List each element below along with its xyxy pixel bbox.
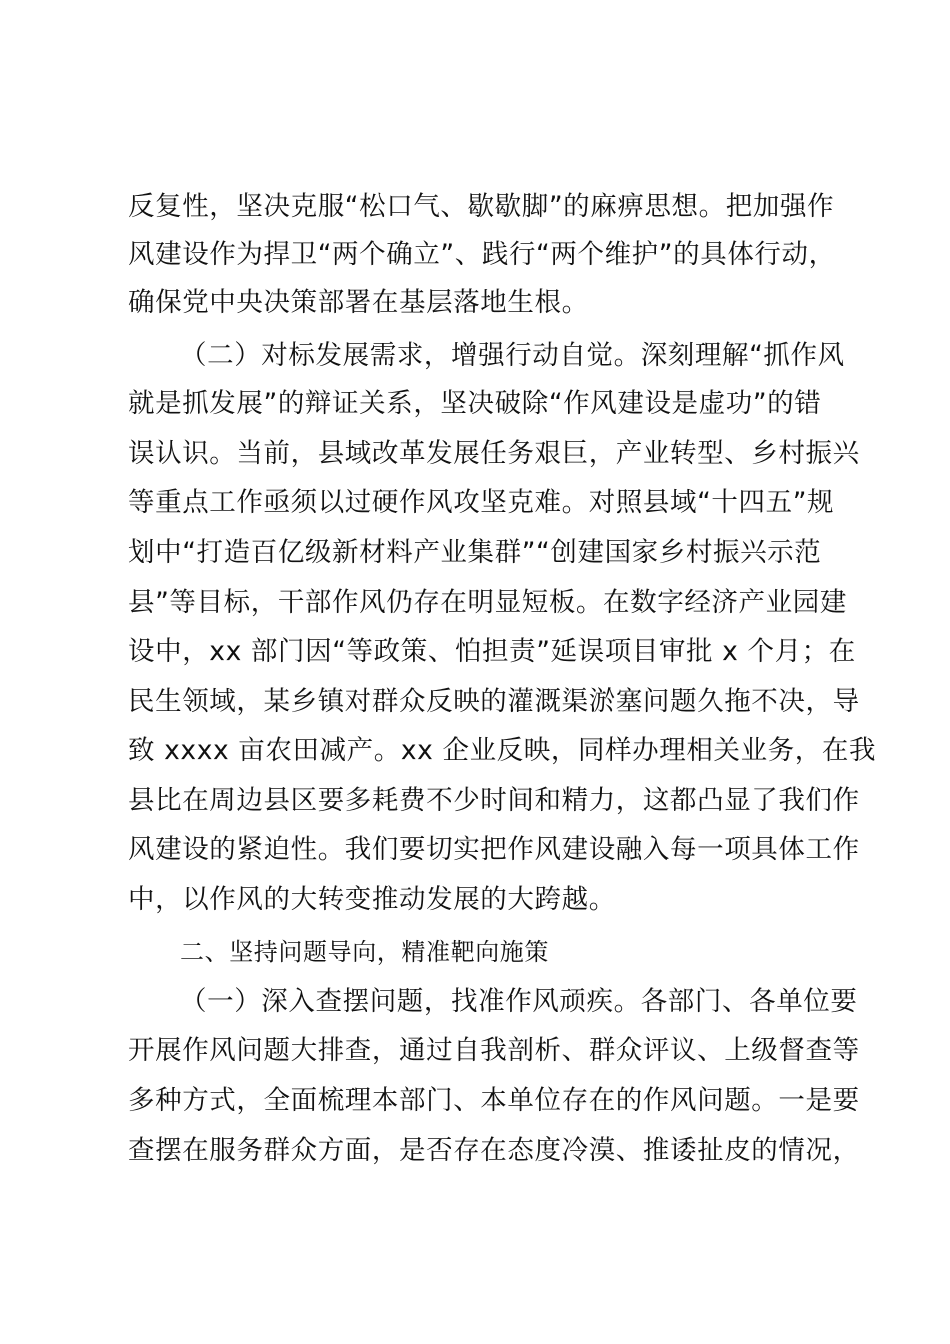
text-line: 查摆在服务群众方面，是否存在态度冷漠、推诿扯皮的情况， bbox=[128, 1135, 860, 1166]
text-line: 设中，xx 部门因“等政策、怕担责”延误项目审批 x 个月；在 bbox=[128, 636, 856, 667]
section-heading: 二、坚持问题导向，精准靶向施策 bbox=[180, 938, 549, 966]
text-line: 多种方式，全面梳理本部门、本单位存在的作风问题。一是要 bbox=[128, 1085, 860, 1116]
text-line: 风建设作为捍卫“两个确立”、践行“两个维护”的具体行动， bbox=[128, 239, 836, 270]
text-line: 等重点工作亟须以过硬作风攻坚克难。对照县域“十四五”规 bbox=[128, 487, 835, 518]
text-line: 开展作风问题大排查，通过自我剖析、群众评议、上级督查等 bbox=[128, 1035, 860, 1066]
text-line: 县比在周边县区要多耗费不少时间和精力，这都凸显了我们作 bbox=[128, 785, 860, 816]
paragraph-heading-line: （二）对标发展需求，增强行动自觉。深刻理解“抓作风 bbox=[180, 340, 845, 371]
text-line: 致 xxxx 亩农田减产。xx 企业反映，同样办理相关业务，在我 bbox=[128, 735, 877, 766]
text-line: 中，以作风的大转变推动发展的大跨越。 bbox=[128, 884, 616, 915]
text-line: 反复性，坚决克服“松口气、歇歇脚”的麻痹思想。把加强作 bbox=[128, 191, 835, 222]
text-line: 风建设的紧迫性。我们要切实把作风建设融入每一项具体工作 bbox=[128, 834, 860, 865]
text-line: 确保党中央决策部署在基层落地生根。 bbox=[128, 287, 589, 318]
text-line: 误认识。当前，县域改革发展任务艰巨，产业转型、乡村振兴 bbox=[128, 438, 860, 469]
paragraph-heading-line: （一）深入查摆问题，找准作风顽疾。各部门、各单位要 bbox=[180, 986, 858, 1017]
text-line: 民生领域，某乡镇对群众反映的灌溉渠淤塞问题久拖不决，导 bbox=[128, 686, 860, 717]
text-line: 划中“打造百亿级新材料产业集群”“创建国家乡村振兴示范 bbox=[128, 537, 822, 568]
text-line: 就是抓发展”的辩证关系，坚决破除“作风建设是虚功”的错 bbox=[128, 388, 822, 419]
text-line: 县”等目标，干部作风仍存在明显短板。在数字经济产业园建 bbox=[128, 587, 847, 618]
